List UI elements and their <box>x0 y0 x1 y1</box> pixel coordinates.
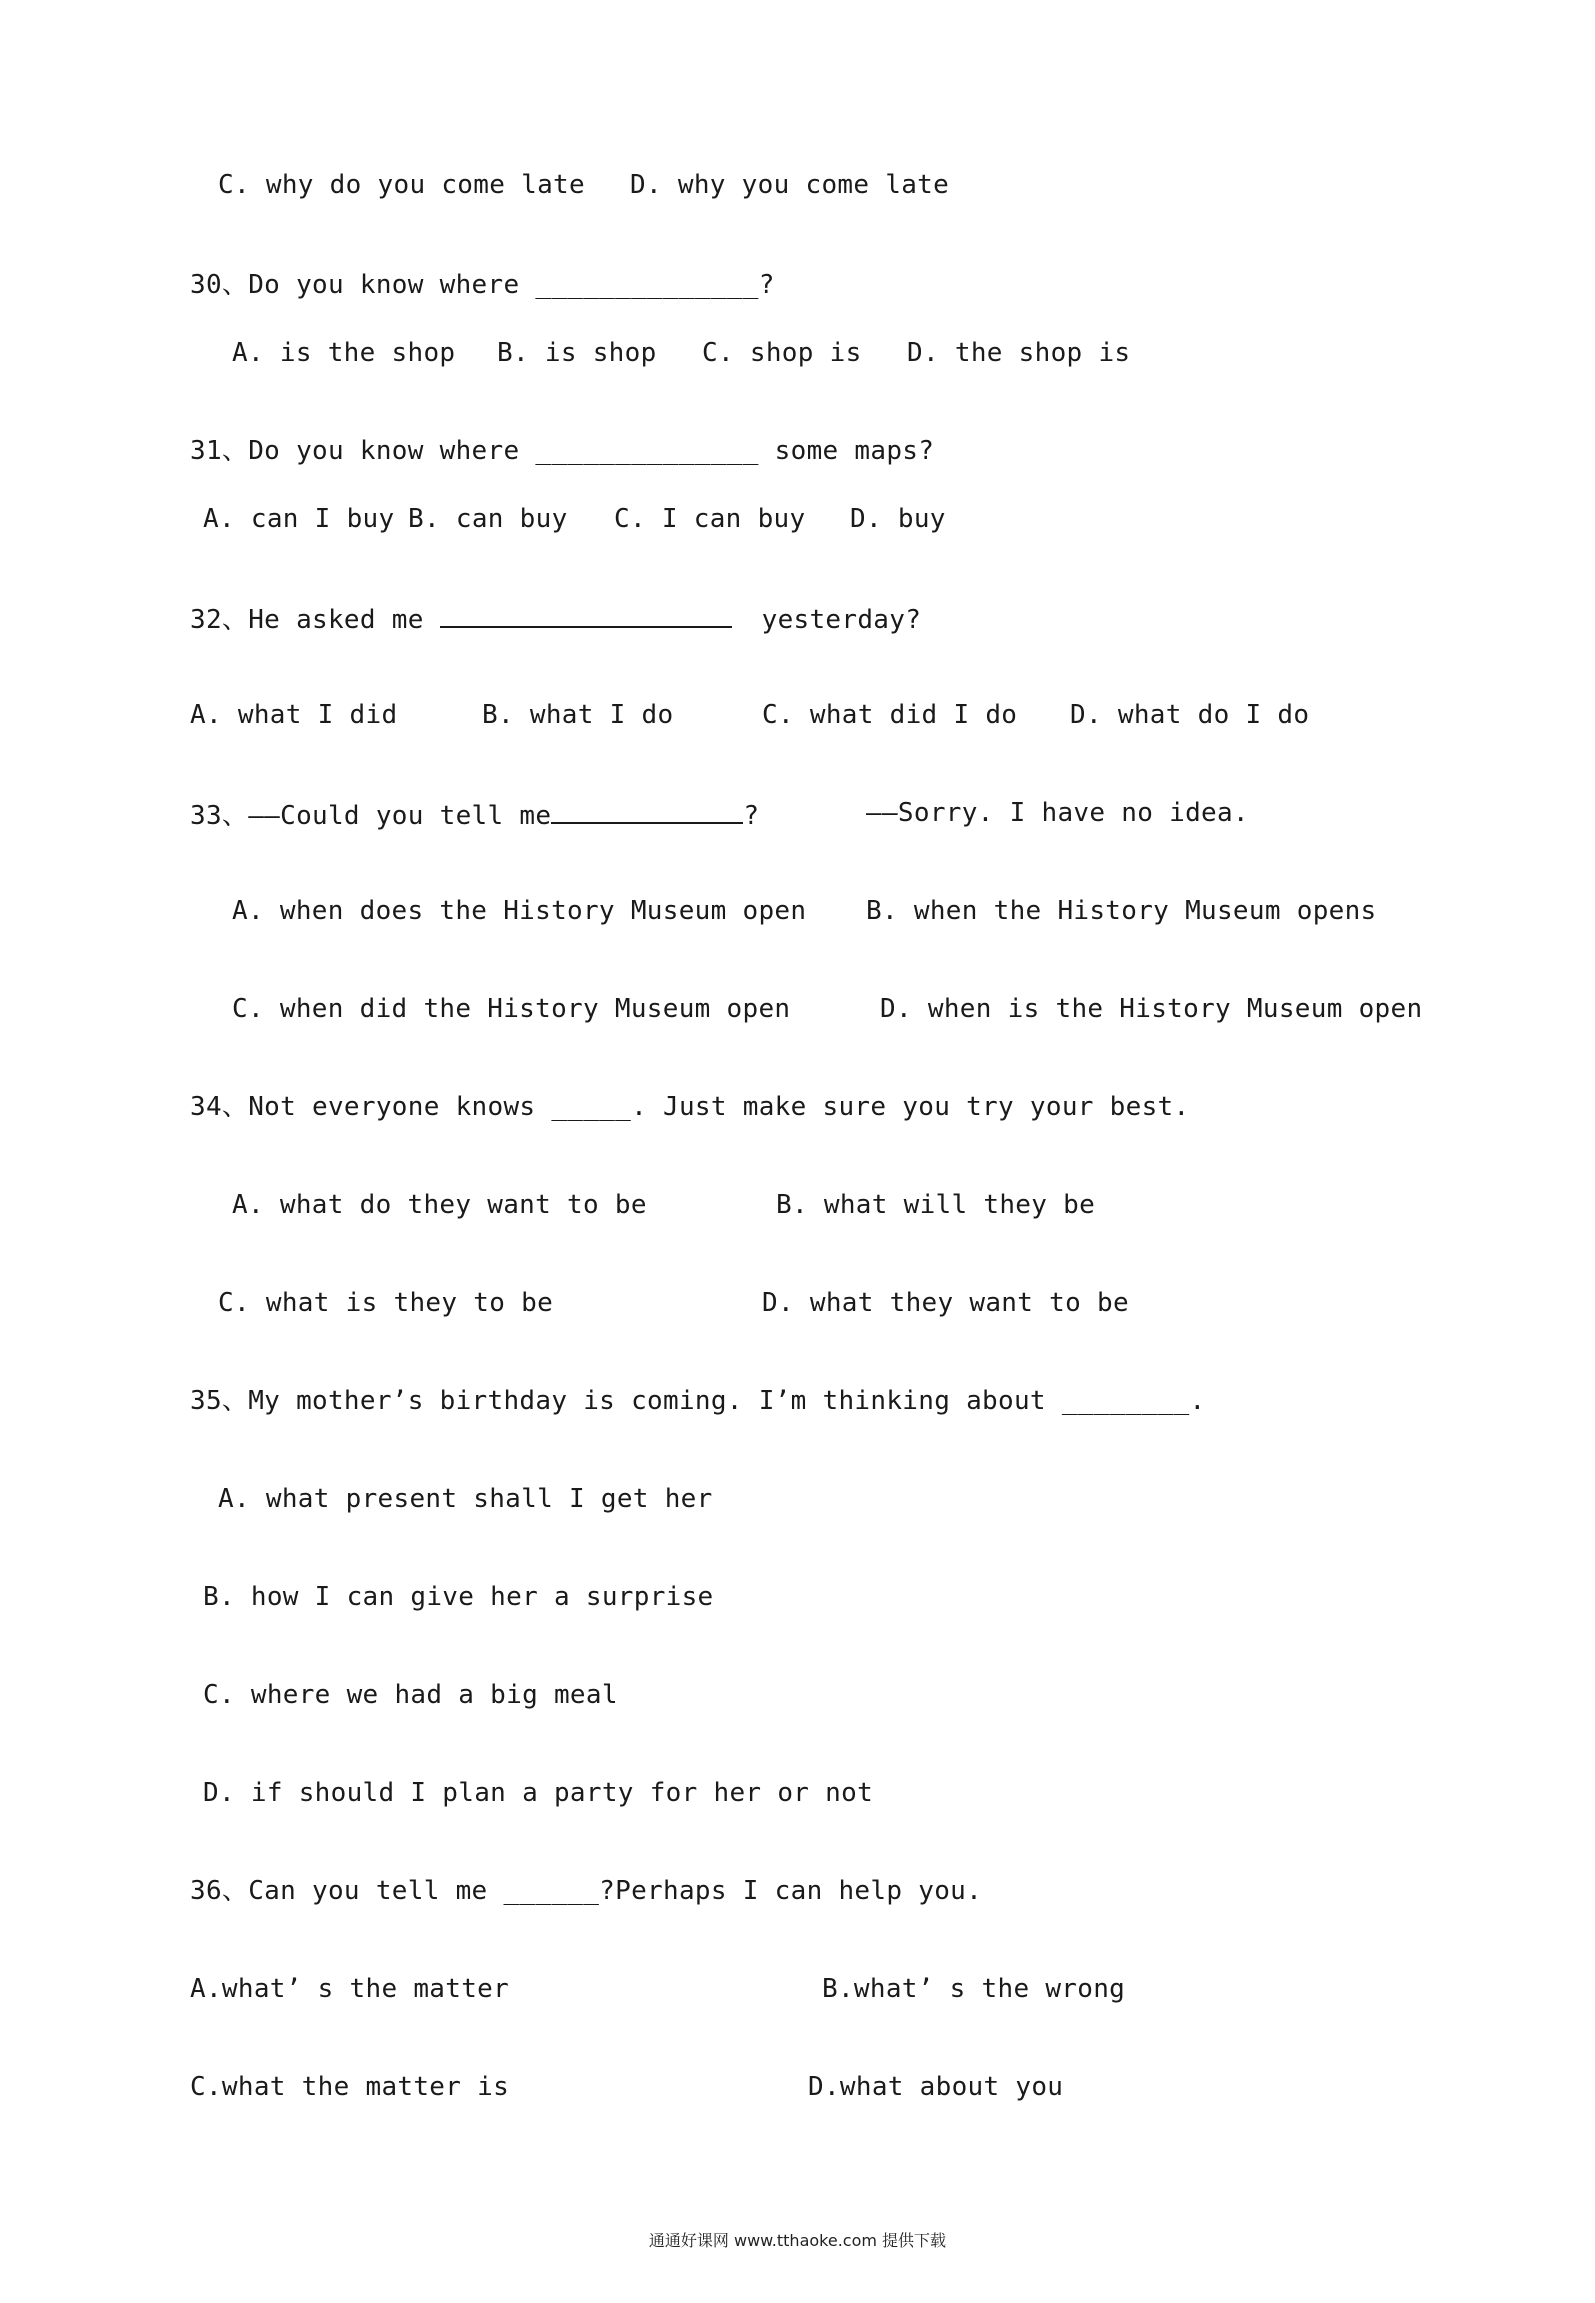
q33-stem-before: 33、——Could you tell me <box>190 801 552 831</box>
q33-answer-blank <box>551 796 743 824</box>
q36-option-c: C.what the matter is <box>190 2072 510 2102</box>
q33-stem <box>190 796 759 833</box>
q33-reply: ——Sorry. I have no idea. <box>866 798 1249 828</box>
q31-stem: 31、Do you know where ______________ some maps? <box>190 436 935 466</box>
q33-option-b: B. when the History Museum opens <box>866 896 1377 926</box>
q33-option-c: C. when did the History Museum open <box>232 994 791 1024</box>
q33-option-d: D. when is the History Museum open <box>880 994 1423 1024</box>
q33-option-a: A. when does the History Museum open <box>232 896 807 926</box>
q30-option-a: A. is the shop <box>232 338 456 368</box>
q36-stem: 36、Can you tell me ______?Perhaps I can help you. <box>190 1876 983 1906</box>
q36-option-a: A.what’ s the matter <box>190 1974 510 2004</box>
q35-stem: 35、My mother’s birthday is coming. I’m thinking about ________. <box>190 1386 1206 1416</box>
q32-stem-after: yesterday? <box>745 605 922 635</box>
q30-option-b: B. is shop <box>497 338 657 368</box>
q35-option-a: A. what present shall I get her <box>218 1484 713 1514</box>
q31-option-b: B. can buy <box>408 504 568 534</box>
q29-option-d: D. why you come late <box>630 170 950 200</box>
q32-option-b: B. what I do <box>482 700 674 730</box>
q32-option-d: D. what do I do <box>1070 700 1310 730</box>
q30-option-d: D. the shop is <box>907 338 1131 368</box>
q35-option-c: C. where we had a big meal <box>203 1680 618 1710</box>
q32-answer-blank <box>440 600 732 628</box>
q32-option-c: C. what did I do <box>762 700 1018 730</box>
q35-option-d: D. if should I plan a party for her or not <box>203 1778 874 1808</box>
q36-option-d: D.what about you <box>808 2072 1064 2102</box>
q33-stem-after: ? <box>743 801 760 831</box>
q31-option-a: A. can I buy <box>203 504 395 534</box>
q29-option-c: C. why do you come late <box>218 170 585 200</box>
q34-option-c: C. what is they to be <box>218 1288 554 1318</box>
q35-option-b: B. how I can give her a surprise <box>203 1582 714 1612</box>
q32-stem-before: 32、He asked me <box>190 605 440 635</box>
q31-option-d: D. buy <box>850 504 946 534</box>
q34-option-b: B. what will they be <box>776 1190 1096 1220</box>
q34-option-d: D. what they want to be <box>762 1288 1129 1318</box>
q30-option-c: C. shop is <box>702 338 862 368</box>
q32-stem <box>190 600 921 637</box>
q31-option-c: C. I can buy <box>614 504 806 534</box>
q30-stem: 30、Do you know where ______________? <box>190 270 775 300</box>
page-footer: 通通好课网 www.tthaoke.com 提供下载 <box>648 2231 947 2250</box>
q34-option-a: A. what do they want to be <box>232 1190 647 1220</box>
q32-option-a: A. what I did <box>190 700 398 730</box>
q34-stem: 34、Not everyone knows _____. Just make sure you try your best. <box>190 1092 1190 1122</box>
q36-option-b: B.what’ s the wrong <box>822 1974 1126 2004</box>
